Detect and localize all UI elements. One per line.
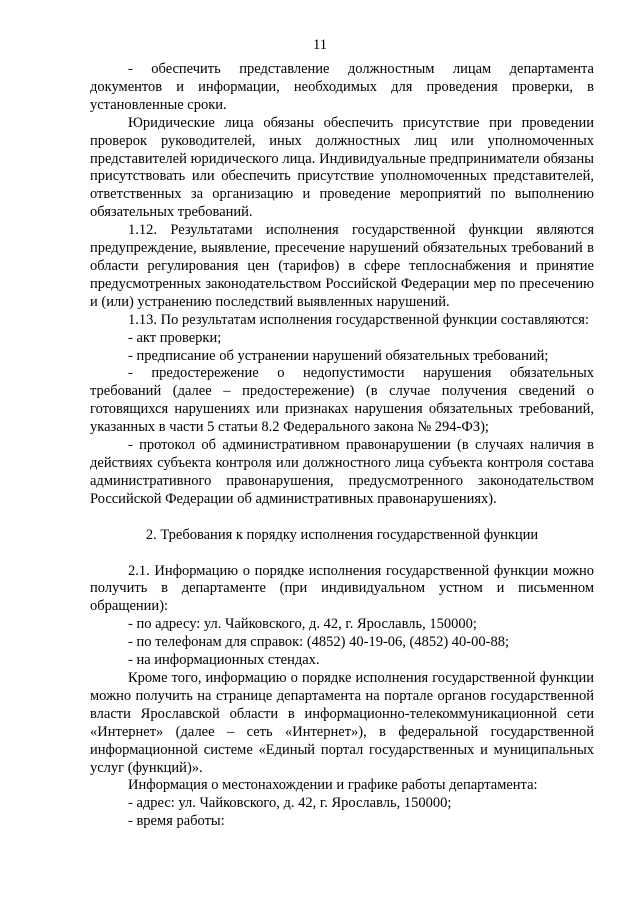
paragraph: 1.13. По результатам исполнения государственной функции составляются: <box>128 311 589 328</box>
document-body <box>90 61 594 831</box>
paragraph: Кроме того, информацию о порядке исполнения государственной функции можно получить на странице департамента на портале органов государственной власти Ярославской области в информационно-телекоммуникационной сети «Интернет» (далее – сеть «Интернет»), в федеральной государственной информационной системе «Единый портал государственных и муниципальных услуг (функций)». <box>90 670 594 776</box>
page-number: 11 <box>313 37 327 53</box>
paragraph: 2.1. Информацию о порядке исполнения государственной функции можно получить в департаменте (при индивидуальном устном и письменном обращении): <box>90 562 594 615</box>
paragraph: 1.12. Результатами исполнения государственной функции являются предупреждение, выявление, пресечение нарушений обязательных требований в области регулирования цен (тарифов) в сфере теплоснабжения и принятие предусмотренных законодательством Российской Федерации мер по пресечению и (или) устранению последствий выявленных нарушений. <box>90 222 594 310</box>
list-item: - по адресу: ул. Чайковского, д. 42, г. Ярославль, 150000; <box>128 616 477 633</box>
paragraph: Юридические лица обязаны обеспечить присутствие при проведении проверок руководителей, иных должностных лиц или уполномоченных представителей юридического лица. Индивидуальные предприниматели обязаны присутствовать или обеспечить присутствие уполномоченных представителей, ответственных за организацию и проведение мероприятий по выполнению обязательных требований. <box>90 114 594 221</box>
list-item: - акт проверки; <box>128 329 222 346</box>
paragraph: - обеспечить представление должностным лицам департамента документов и информации, необходимых для проведения проверки, в установленные сроки. <box>90 61 594 113</box>
list-item: - предостережение о недопустимости нарушения обязательных требований (далее – предостережение) (в случае получения сведений о готовящихся нарушениях или признаках нарушения обязательных требований, указанных в части 5 статьи 8.2 Федерального закона № 294-ФЗ); <box>90 365 594 436</box>
section-heading: 2. Требования к порядку исполнения государственной функции <box>145 526 539 543</box>
list-item: - протокол об административном правонарушении (в случаях наличия в действиях субъекта контроля или должностного лица субъекта контроля состава административного правонарушения, предусмотренного законодательством Российской Федерации об административных правонарушениях). <box>90 437 594 507</box>
list-item: - на информационных стендах. <box>128 652 320 669</box>
list-item: - по телефонам для справок: (4852) 40-19-06, (4852) 40-00-88; <box>128 634 509 651</box>
list-item: - адрес: ул. Чайковского, д. 42, г. Ярославль, 150000; <box>128 795 452 812</box>
paragraph: Информация о местонахождении и графике работы департамента: <box>128 777 538 794</box>
list-item: - время работы: <box>128 813 225 830</box>
list-item: - предписание об устранении нарушений обязательных требований; <box>128 347 549 364</box>
